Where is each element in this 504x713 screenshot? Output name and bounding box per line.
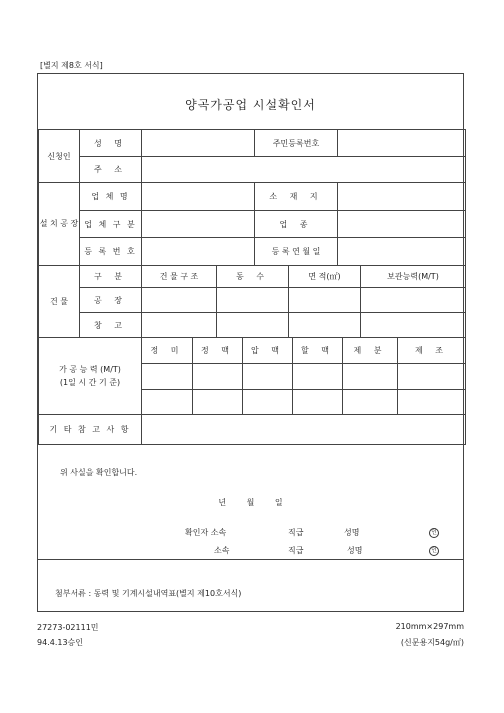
company-field[interactable] xyxy=(142,183,255,211)
seal-icon: 인 xyxy=(429,527,439,538)
capacity-header: 제 분 xyxy=(343,338,398,364)
reg-date-label: 등 록 연 월 일 xyxy=(255,238,338,266)
cell[interactable] xyxy=(142,364,193,390)
form-title: 양곡가공업 시설확인서 xyxy=(185,98,316,112)
building-row-factory: 공 장 xyxy=(80,288,142,313)
paper-type: (신문용지54g/㎡) xyxy=(400,638,464,647)
building-section-label: 건 물 xyxy=(39,266,80,338)
factory-section-label: 설 치 공 장 xyxy=(39,183,80,266)
applicant-table xyxy=(38,129,466,183)
confirmer-line1 xyxy=(185,527,226,538)
reg-no-field[interactable] xyxy=(142,238,255,266)
form-code: 27273-02111민 xyxy=(37,623,99,632)
other-label: 기 타 참 고 사 항 xyxy=(39,415,142,445)
cell[interactable] xyxy=(243,364,293,390)
cell[interactable] xyxy=(289,313,361,338)
reg-date-field[interactable] xyxy=(338,238,466,266)
paper-size: 210mm×297mm xyxy=(395,622,464,631)
building-header-count: 동 수 xyxy=(217,266,289,288)
capacity-label-line1: 가 공 능 력 (M/T) xyxy=(59,365,121,374)
building-row-warehouse: 창 고 xyxy=(80,313,142,338)
cell[interactable] xyxy=(398,390,466,415)
seal-icon: 인 xyxy=(429,545,439,556)
capacity-table xyxy=(38,337,466,415)
form-frame xyxy=(37,73,464,612)
attachment-text: 첨부서류 : 동력 및 기계시설내역표(별지 제10호서식) xyxy=(55,589,242,598)
rank-label: 직급 xyxy=(288,528,304,537)
cell[interactable] xyxy=(193,364,243,390)
capacity-label-line2: (1일 시 간 기 준) xyxy=(59,378,121,387)
cell[interactable] xyxy=(293,390,343,415)
cell[interactable] xyxy=(142,288,217,313)
org-label-2: 소속 xyxy=(214,546,230,555)
confirmer-org-label: 확인자 소속 xyxy=(185,528,227,537)
location-label: 소 재 지 xyxy=(255,183,338,211)
other-table xyxy=(38,414,466,445)
rrn-label: 주민등록번호 xyxy=(255,130,338,157)
confirm-statement: 위 사실을 확인합니다. xyxy=(60,468,138,477)
building-table xyxy=(38,265,466,338)
cell[interactable] xyxy=(361,288,466,313)
cell[interactable] xyxy=(217,288,289,313)
cell[interactable] xyxy=(361,313,466,338)
cell[interactable] xyxy=(193,390,243,415)
building-header-type: 구 분 xyxy=(80,266,142,288)
form-label: [별지 제8호 서식] xyxy=(40,61,103,70)
capacity-header: 정 미 xyxy=(142,338,193,364)
building-header-area: 면 적(㎡) xyxy=(289,266,361,288)
capacity-header: 제 조 xyxy=(398,338,466,364)
reg-no-label: 등 록 번 호 xyxy=(80,238,142,266)
applicant-section-label: 신청인 xyxy=(39,130,80,183)
capacity-header: 압 맥 xyxy=(243,338,293,364)
cell[interactable] xyxy=(142,390,193,415)
attachment-box xyxy=(38,559,463,614)
business-type-field[interactable] xyxy=(142,211,255,238)
industry-field[interactable] xyxy=(338,211,466,238)
other-field[interactable] xyxy=(142,415,466,445)
capacity-header: 할 맥 xyxy=(293,338,343,364)
capacity-header: 정 맥 xyxy=(193,338,243,364)
name-label: 성 명 xyxy=(80,130,142,157)
cell[interactable] xyxy=(142,313,217,338)
cell[interactable] xyxy=(398,364,466,390)
company-label: 업 체 명 xyxy=(80,183,142,211)
cell[interactable] xyxy=(243,390,293,415)
date-line: 년 월 일 xyxy=(218,498,283,507)
name-sign-label: 성명 xyxy=(344,528,360,537)
approval-date: 94.4.13승인 xyxy=(37,638,83,647)
capacity-label xyxy=(39,338,142,415)
name-field[interactable] xyxy=(142,130,255,157)
cell[interactable] xyxy=(343,390,398,415)
industry-label: 업 종 xyxy=(255,211,338,238)
building-header-storage: 보관능력(M/T) xyxy=(361,266,466,288)
cell[interactable] xyxy=(217,313,289,338)
building-header-structure: 건 물 구 조 xyxy=(142,266,217,288)
business-type-label: 업 체 구 분 xyxy=(80,211,142,238)
address-label: 주 소 xyxy=(80,157,142,183)
name-sign-label-2: 성명 xyxy=(347,546,363,555)
address-field[interactable] xyxy=(142,157,466,183)
rrn-field[interactable] xyxy=(338,130,466,157)
cell[interactable] xyxy=(343,364,398,390)
cell[interactable] xyxy=(293,364,343,390)
location-field[interactable] xyxy=(338,183,466,211)
cell[interactable] xyxy=(289,288,361,313)
factory-table xyxy=(38,182,466,266)
confirmation-box xyxy=(38,444,463,560)
rank-label-2: 직급 xyxy=(288,546,304,555)
